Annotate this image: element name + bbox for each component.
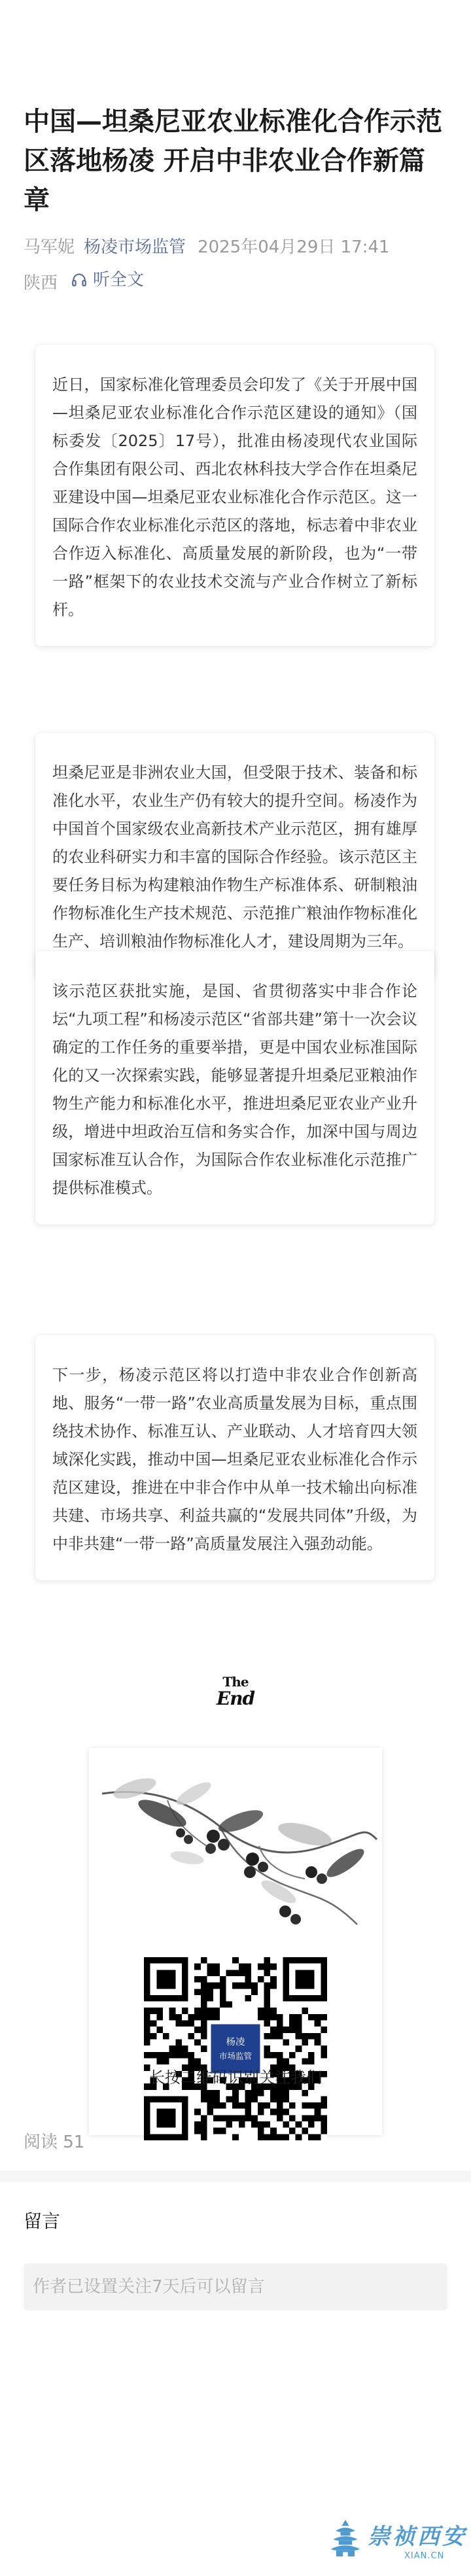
- brand-watermark: [327, 2515, 471, 2567]
- paragraph-text: 近日，国家标准化管理委员会印发了《关于开展中国—坦桑尼亚农业标准化合作示范区建设的通知》（国标委发〔2025〕17号），批准由杨凌现代农业国际合作集团有限公司、西北农林科技大学合作在坦桑尼亚建设中国—坦桑尼亚农业标准化合作示范区。这一国际合作农业标准化示范区的落地，标志着中非农业合作迈入标准化、高质量发展的新阶段，也为“一带一路”框架下的农业技术交流与产业合作树立了新标杆。: [52, 375, 417, 619]
- qr-logo-text-1: 杨凌: [226, 2037, 245, 2048]
- author-name: 马军妮: [24, 237, 75, 257]
- the-end-line1: The: [222, 1674, 249, 1690]
- the-end-line2: End: [216, 1688, 255, 1709]
- article-meta: [24, 234, 390, 260]
- account-link[interactable]: 杨凌市场监管: [84, 237, 186, 257]
- paragraph-card-3: [35, 951, 434, 1225]
- paragraph-card-4: [35, 1335, 434, 1580]
- paragraph-text: 下一步，杨凌示范区将以打造中非农业合作创新高地、服务“一带一路”农业高质量发展为目标，重点围绕技术协作、标准互认、产业联动、人才培育四大领域深化实践，推动中国—坦桑尼亚农业标准化合作示范区建设，推进在中非合作中从单一技术输出向标准共建、市场共享、利益共赢的“发展共同体”升级，为中非共建“一带一路”高质量发展注入强劲动能。: [52, 1366, 417, 1553]
- paragraph-card-1: [35, 345, 434, 646]
- pagoda-icon: [327, 2517, 364, 2560]
- qr-logo-text-2: 市场监管: [218, 2051, 253, 2061]
- qr-code[interactable]: [144, 1957, 327, 2140]
- ink-painting-image: [89, 1748, 382, 1944]
- the-end-logo: [208, 1675, 263, 1724]
- brand-subtitle: XIAN.CN: [404, 2551, 445, 2561]
- listen-label: 听全文: [93, 270, 145, 290]
- publish-datetime: 2025年04月29日 17:41: [198, 237, 390, 257]
- qr-caption: 长按二维码识别关注我们: [149, 2068, 322, 2087]
- brand-name: 崇祯西安: [368, 2524, 467, 2550]
- article-title: 中国—坦桑尼亚农业标准化合作示范区落地杨凌 开启中非农业合作新篇章: [24, 107, 442, 215]
- read-count: 阅读 51: [24, 2132, 85, 2152]
- paragraph-text: 坦桑尼亚是非洲农业大国，但受限于技术、装备和标准化水平，农业生产仍有较大的提升空间。杨凌作为中国首个国家级农业高新技术产业示范区，拥有雄厚的农业科研实力和丰富的国际合作经验。该示范区主要任务目标为构建粮油作物生产标准体系、研制粮油作物标准化生产技术规范、示范推广粮油作物标准化生产、培训粮油作物标准化人才，建设周期为三年。: [52, 763, 417, 950]
- listen-button[interactable]: [71, 267, 144, 293]
- follow-poster[interactable]: [89, 1748, 382, 2135]
- paragraph-text: 该示范区获批实施，是国、省贯彻落实中非合作论坛“九项工程”和杨凌示范区“省部共建”第十一次会议确定的工作任务的重要举措，更是中国农业标准国际化的又一次探索实践，能够显著提升坦桑尼亚粮油作物生产能力和标准化水平，推进坦桑尼亚农业产业升级，增进中坦政治互信和务实合作，加深中国与周边国家标准互认合作，为国际合作农业标准化示范推广提供标准模式。: [52, 982, 417, 1197]
- paragraph-card-2: [35, 733, 434, 978]
- article-meta-second: [24, 267, 144, 296]
- headphones-icon: [71, 271, 88, 288]
- region-label: 陕西: [24, 273, 58, 293]
- comment-input-disabled: 作者已设置关注7天后可以留言: [24, 2263, 447, 2310]
- comment-title: 留言: [24, 2210, 61, 2232]
